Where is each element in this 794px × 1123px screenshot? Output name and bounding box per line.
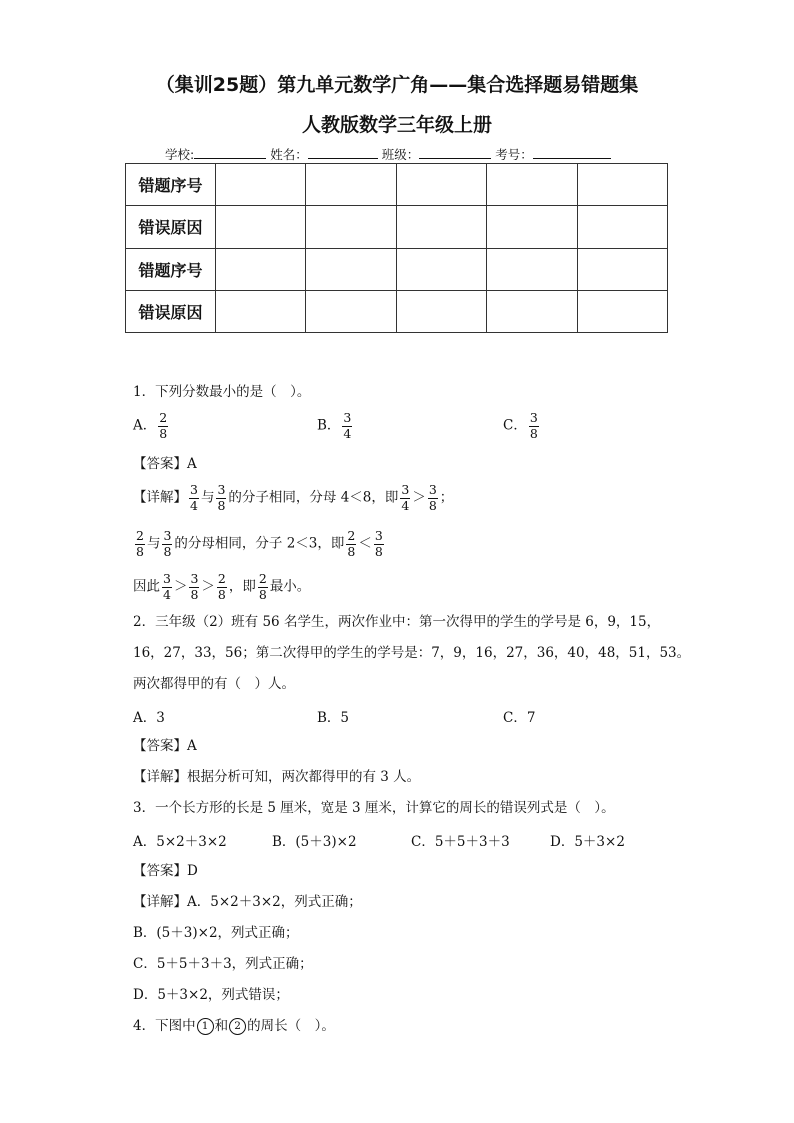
text: 因此 <box>133 578 160 595</box>
table-cell[interactable] <box>396 248 486 290</box>
denominator: 8 <box>217 497 226 513</box>
denominator: 8 <box>190 586 199 602</box>
denominator: 8 <box>529 425 538 441</box>
table-row <box>126 248 668 290</box>
school-blank[interactable] <box>194 146 266 159</box>
fraction <box>189 484 199 512</box>
table-cell[interactable] <box>487 206 577 248</box>
fraction <box>428 484 438 512</box>
numerator: 3 <box>343 410 352 425</box>
q2-stem-line3: 两次都得甲的有（ ）人。 <box>133 676 295 692</box>
text: 的周长（ ）。 <box>247 1018 335 1034</box>
fraction <box>158 412 168 440</box>
numerator: 2 <box>159 410 168 425</box>
table-cell[interactable] <box>216 206 306 248</box>
denominator: 4 <box>343 425 352 441</box>
q2-option-c[interactable]: C．7 <box>503 710 536 726</box>
numerator: 3 <box>190 571 199 586</box>
text: ，即 <box>228 578 256 595</box>
text: 和 <box>214 1018 229 1034</box>
table-cell[interactable] <box>577 290 667 332</box>
q1-detail-line2 <box>133 530 386 558</box>
denominator: 8 <box>374 543 383 559</box>
fraction <box>374 530 384 558</box>
row-header: 错误原因 <box>126 290 216 332</box>
fraction <box>258 573 268 601</box>
table-cell[interactable] <box>216 290 306 332</box>
text: 与 <box>200 489 215 506</box>
school-label: 学校: <box>165 147 195 162</box>
q2-stem-line1: 2．三年级（2）班有 56 名学生，两次作业中：第一次得甲的学生的学号是 6，9，15， <box>133 614 661 630</box>
q2-option-a[interactable]: A．3 <box>133 710 165 726</box>
text: ＞ <box>412 489 426 506</box>
denominator: 8 <box>258 586 267 602</box>
table-cell[interactable] <box>306 206 396 248</box>
q1-detail-line1 <box>133 484 453 512</box>
numerator: 2 <box>347 528 356 543</box>
q2-detail: 【详解】根据分析可知，两次都得甲的有 3 人。 <box>133 769 421 785</box>
error-record-table <box>125 163 668 333</box>
fraction <box>162 573 172 601</box>
numerator: 3 <box>163 571 171 586</box>
q3-option-d[interactable]: D．5＋3×2 <box>550 834 625 850</box>
name-blank[interactable] <box>308 146 378 159</box>
table-cell[interactable] <box>487 290 577 332</box>
option-label: A． <box>133 417 157 434</box>
table-cell[interactable] <box>396 290 486 332</box>
text: ＞ <box>201 578 215 595</box>
fraction <box>342 412 352 440</box>
q1-detail-line3 <box>133 573 310 601</box>
q2-option-b[interactable]: B．5 <box>317 710 350 726</box>
denominator: 8 <box>217 586 226 602</box>
table-cell[interactable] <box>216 248 306 290</box>
row-header: 错题序号 <box>126 248 216 290</box>
table-cell[interactable] <box>577 206 667 248</box>
circled-number-2: 2 <box>229 1018 246 1035</box>
table-row <box>126 206 668 248</box>
table-cell[interactable] <box>306 290 396 332</box>
q3-detail-a: 【详解】A．5×2＋3×2，列式正确； <box>133 894 362 910</box>
q1-option-b[interactable] <box>317 412 354 440</box>
numerator: 3 <box>428 482 437 497</box>
q4-stem <box>133 1016 335 1036</box>
fraction <box>217 573 227 601</box>
q2-answer: 【答案】A <box>133 738 197 754</box>
q1-option-a[interactable] <box>133 412 170 440</box>
q1-option-c[interactable] <box>503 412 541 440</box>
class-label: 班级： <box>381 147 420 162</box>
option-label: C． <box>503 417 527 434</box>
q1-stem: 1．下列分数最小的是（ ）。 <box>133 384 311 400</box>
q3-option-c[interactable]: C．5＋5＋3＋3 <box>411 834 510 850</box>
numerator: 2 <box>258 571 267 586</box>
fraction <box>346 530 356 558</box>
q3-stem: 3．一个长方形的长是 5 厘米，宽是 3 厘米，计算它的周长的错误列式是（ ）。 <box>133 800 615 816</box>
circled-number-1: 1 <box>197 1018 214 1035</box>
denominator: 8 <box>159 425 168 441</box>
document-title: （集训25题）第九单元数学广角——集合选择题易错题集 <box>155 74 639 96</box>
denominator: 8 <box>428 497 437 513</box>
text: ＞ <box>173 578 188 595</box>
table-cell[interactable] <box>216 164 306 206</box>
table-cell[interactable] <box>306 164 396 206</box>
q3-detail-c: C．5＋5＋3＋3，列式正确； <box>133 956 313 972</box>
numerator: 2 <box>136 528 144 543</box>
denominator: 8 <box>136 543 144 559</box>
table-cell[interactable] <box>306 248 396 290</box>
table-cell[interactable] <box>577 248 667 290</box>
fraction <box>400 484 410 512</box>
fraction <box>135 530 145 558</box>
student-info-line <box>165 145 611 163</box>
text: 的分母相同，分子 2＜3，即 <box>174 535 345 552</box>
q3-detail-b: B．(5＋3)×2，列式正确； <box>133 925 299 941</box>
q3-detail-d: D．5＋3×2，列式错误； <box>133 987 289 1003</box>
denominator: 4 <box>401 497 410 513</box>
class-blank[interactable] <box>419 146 491 159</box>
document-subtitle: 人教版数学三年级上册 <box>301 114 492 136</box>
option-label: B． <box>317 417 341 434</box>
table-row <box>126 290 668 332</box>
numerator: 3 <box>217 482 226 497</box>
q1-answer: 【答案】A <box>133 456 197 472</box>
q3-option-b[interactable]: B．(5＋3)×2 <box>272 834 357 850</box>
numerator: 3 <box>529 410 538 425</box>
row-header: 错误原因 <box>126 206 216 248</box>
q2-stem-line2: 16，27，33，56；第二次得甲的学生的学号是：7，9，16，27，36，40，48，51，53。 <box>133 645 691 661</box>
numerator: 3 <box>163 528 172 543</box>
table-cell[interactable] <box>577 164 667 206</box>
denominator: 4 <box>163 586 171 602</box>
q3-option-a[interactable]: A．5×2＋3×2 <box>133 834 227 850</box>
row-header: 错题序号 <box>126 164 216 206</box>
text: 最小。 <box>269 578 311 595</box>
exam-blank[interactable] <box>533 146 611 159</box>
q3-answer: 【答案】D <box>133 863 198 879</box>
numerator: 3 <box>401 482 410 497</box>
detail-label: 【详解】 <box>133 489 187 506</box>
numerator: 2 <box>217 571 226 586</box>
text: ； <box>439 489 454 506</box>
denominator: 8 <box>347 543 356 559</box>
table-cell[interactable] <box>487 248 577 290</box>
text: 的分子相同，分母 4＜8，即 <box>228 489 399 506</box>
table-cell[interactable] <box>396 164 486 206</box>
numerator: 3 <box>190 482 198 497</box>
text: ＜ <box>358 535 372 552</box>
fraction <box>529 412 539 440</box>
denominator: 8 <box>163 543 172 559</box>
fraction <box>162 530 172 558</box>
name-label: 姓名： <box>270 147 308 162</box>
text: 与 <box>146 535 161 552</box>
table-cell[interactable] <box>487 164 577 206</box>
fraction <box>189 573 199 601</box>
fraction <box>216 484 226 512</box>
table-row <box>126 164 668 206</box>
table-cell[interactable] <box>396 206 486 248</box>
text: 4．下图中 <box>133 1018 196 1034</box>
exam-label: 考号： <box>495 147 533 162</box>
numerator: 3 <box>374 528 383 543</box>
denominator: 4 <box>190 497 198 513</box>
